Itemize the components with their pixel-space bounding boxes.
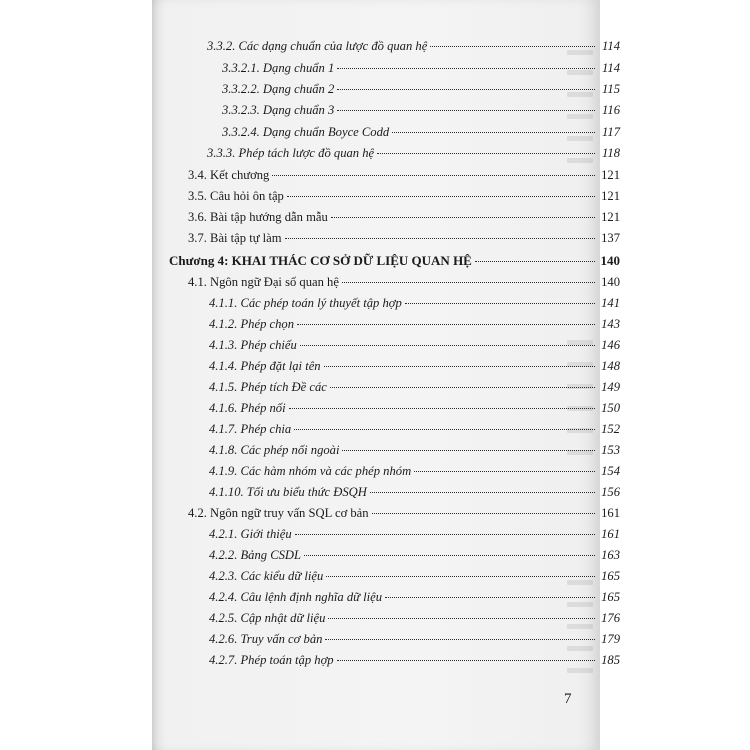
toc-entry-page: 161 bbox=[601, 506, 620, 520]
toc-entry-page: 154 bbox=[601, 464, 620, 478]
toc-entry bbox=[209, 569, 620, 589]
toc-entry bbox=[188, 275, 620, 295]
dot-leader bbox=[289, 407, 595, 409]
dot-leader bbox=[295, 533, 595, 535]
dot-leader bbox=[304, 554, 595, 556]
chapter-heading bbox=[169, 253, 620, 273]
toc-entry-label: 4.2.5. Cập nhật dữ liệu bbox=[209, 611, 326, 625]
toc-entry bbox=[209, 464, 620, 484]
toc-entry bbox=[222, 61, 620, 81]
toc-entry-label: 4.1.5. Phép tích Đề các bbox=[209, 380, 327, 394]
toc-entry-page: 161 bbox=[601, 527, 620, 541]
dot-leader bbox=[325, 638, 595, 640]
dot-leader bbox=[326, 575, 595, 577]
dot-leader bbox=[337, 67, 595, 69]
toc-entry-label: 4.1.3. Phép chiếu bbox=[209, 338, 297, 352]
toc-entry-page: 114 bbox=[602, 39, 620, 53]
toc-entry bbox=[209, 485, 620, 505]
table-of-contents bbox=[152, 0, 620, 750]
toc-entry bbox=[188, 231, 620, 251]
toc-entry-label: 4.1.10. Tối ưu biểu thức ĐSQH bbox=[209, 485, 367, 499]
toc-entry-label: 4.2.4. Câu lệnh định nghĩa dữ liệu bbox=[209, 590, 383, 604]
toc-entry bbox=[222, 103, 620, 123]
toc-entry-label: 4.1.4. Phép đặt lại tên bbox=[209, 359, 321, 373]
dot-leader bbox=[337, 88, 595, 90]
toc-entry-label: 4.1.7. Phép chia bbox=[209, 422, 292, 436]
toc-entry bbox=[188, 168, 620, 188]
toc-entry-page: 121 bbox=[601, 210, 620, 224]
toc-entry-label: 4.1.6. Phép nối bbox=[209, 401, 286, 415]
toc-entry-label: 4.2.6. Truy vấn cơ bản bbox=[209, 632, 323, 646]
toc-entry-page: 121 bbox=[601, 168, 620, 182]
toc-entry bbox=[209, 443, 620, 463]
toc-entry bbox=[209, 632, 620, 652]
toc-entry-label: 3.5. Câu hỏi ôn tập bbox=[188, 189, 284, 203]
dot-leader bbox=[372, 512, 595, 514]
toc-entry-label: 4.1.8. Các phép nối ngoài bbox=[209, 443, 340, 457]
toc-entry bbox=[209, 317, 620, 337]
toc-entry bbox=[209, 380, 620, 400]
toc-entry bbox=[222, 82, 620, 102]
toc-entry bbox=[188, 189, 620, 209]
dot-leader bbox=[405, 302, 595, 304]
page-number: 7 bbox=[564, 691, 572, 707]
dot-leader bbox=[330, 386, 595, 388]
toc-entry bbox=[222, 125, 620, 145]
toc-entry-label: Chương 4: KHAI THÁC CƠ SỞ DỮ LIỆU QUAN HỆ bbox=[169, 253, 472, 268]
dot-leader bbox=[385, 596, 595, 598]
toc-entry-page: 176 bbox=[601, 611, 620, 625]
toc-entry-page: 165 bbox=[601, 569, 620, 583]
toc-entry-label: 3.3.2.2. Dạng chuẩn 2 bbox=[222, 82, 335, 96]
toc-entry bbox=[209, 611, 620, 631]
dot-leader bbox=[377, 152, 595, 154]
toc-entry-page: 117 bbox=[602, 125, 620, 139]
dot-leader bbox=[414, 470, 595, 472]
dot-leader bbox=[287, 195, 595, 197]
dot-leader bbox=[337, 109, 595, 111]
toc-entry-label: 4.1.1. Các phép toán lý thuyết tập hợp bbox=[209, 296, 402, 310]
toc-entry bbox=[209, 590, 620, 610]
toc-entry bbox=[209, 527, 620, 547]
toc-entry-label: 4.2.3. Các kiểu dữ liệu bbox=[209, 569, 324, 583]
toc-entry-page: 165 bbox=[601, 590, 620, 604]
toc-entry-page: 150 bbox=[601, 401, 620, 415]
toc-entry-label: 3.6. Bài tập hướng dẫn mẫu bbox=[188, 210, 328, 224]
toc-entry-label: 4.2.1. Giới thiệu bbox=[209, 527, 292, 541]
dot-leader bbox=[370, 491, 595, 493]
toc-entry bbox=[207, 146, 620, 166]
dot-leader bbox=[300, 344, 595, 346]
toc-entry-page: 140 bbox=[601, 275, 620, 289]
toc-entry-label: 3.4. Kết chương bbox=[188, 168, 270, 182]
toc-entry-label: 4.2.2. Bảng CSDL bbox=[209, 548, 302, 562]
toc-entry-page: 114 bbox=[602, 61, 620, 75]
toc-entry bbox=[188, 506, 620, 526]
dot-leader bbox=[294, 428, 595, 430]
toc-entry-page: 116 bbox=[602, 103, 620, 117]
dot-leader bbox=[337, 659, 595, 661]
toc-entry-label: 3.3.2.1. Dạng chuẩn 1 bbox=[222, 61, 335, 75]
dot-leader bbox=[297, 323, 595, 325]
toc-entry-label: 3.7. Bài tập tự làm bbox=[188, 231, 282, 245]
dot-leader bbox=[331, 216, 595, 218]
dot-leader bbox=[342, 449, 595, 451]
dot-leader bbox=[392, 131, 595, 133]
toc-entry bbox=[209, 401, 620, 421]
toc-entry-page: 156 bbox=[601, 485, 620, 499]
toc-entry-page: 185 bbox=[601, 653, 620, 667]
toc-entry bbox=[209, 548, 620, 568]
toc-entry-page: 148 bbox=[601, 359, 620, 373]
toc-entry-page: 152 bbox=[601, 422, 620, 436]
toc-entry-page: 115 bbox=[602, 82, 620, 96]
toc-entry-page: 163 bbox=[601, 548, 620, 562]
toc-entry-page: 118 bbox=[602, 146, 620, 160]
toc-entry bbox=[209, 422, 620, 442]
toc-entry-page: 121 bbox=[601, 189, 620, 203]
toc-entry bbox=[209, 338, 620, 358]
toc-entry-page: 179 bbox=[601, 632, 620, 646]
toc-entry-page: 153 bbox=[601, 443, 620, 457]
toc-entry-page: 143 bbox=[601, 317, 620, 331]
toc-entry-label: 4.1.2. Phép chọn bbox=[209, 317, 294, 331]
toc-entry bbox=[209, 296, 620, 316]
dot-leader bbox=[272, 174, 595, 176]
toc-entry-label: 4.2.7. Phép toán tập hợp bbox=[209, 653, 334, 667]
toc-entry bbox=[207, 39, 620, 59]
dot-leader bbox=[342, 281, 595, 283]
toc-entry bbox=[188, 210, 620, 230]
dot-leader bbox=[475, 260, 595, 262]
toc-entry-page: 146 bbox=[601, 338, 620, 352]
toc-entry bbox=[209, 359, 620, 379]
book-page bbox=[152, 0, 620, 750]
toc-entry-label: 4.1.9. Các hàm nhóm và các phép nhóm bbox=[209, 464, 412, 478]
toc-entry-page: 149 bbox=[601, 380, 620, 394]
toc-entry bbox=[209, 653, 620, 673]
toc-entry-label: 4.1. Ngôn ngữ Đại số quan hệ bbox=[188, 275, 339, 289]
toc-entry-label: 3.3.2.3. Dạng chuẩn 3 bbox=[222, 103, 335, 117]
toc-entry-label: 3.3.2.4. Dạng chuẩn Boyce Codd bbox=[222, 125, 390, 139]
toc-entry-label: 3.3.3. Phép tách lược đồ quan hệ bbox=[207, 146, 375, 160]
toc-entry-page: 137 bbox=[601, 231, 620, 245]
dot-leader bbox=[285, 237, 595, 239]
toc-entry-page: 141 bbox=[601, 296, 620, 310]
toc-entry-page: 140 bbox=[600, 253, 620, 268]
dot-leader bbox=[328, 617, 595, 619]
toc-entry-label: 4.2. Ngôn ngữ truy vấn SQL cơ bản bbox=[188, 506, 369, 520]
toc-entry-label: 3.3.2. Các dạng chuẩn của lược đồ quan hệ bbox=[207, 39, 428, 53]
dot-leader bbox=[324, 365, 595, 367]
dot-leader bbox=[430, 45, 595, 47]
